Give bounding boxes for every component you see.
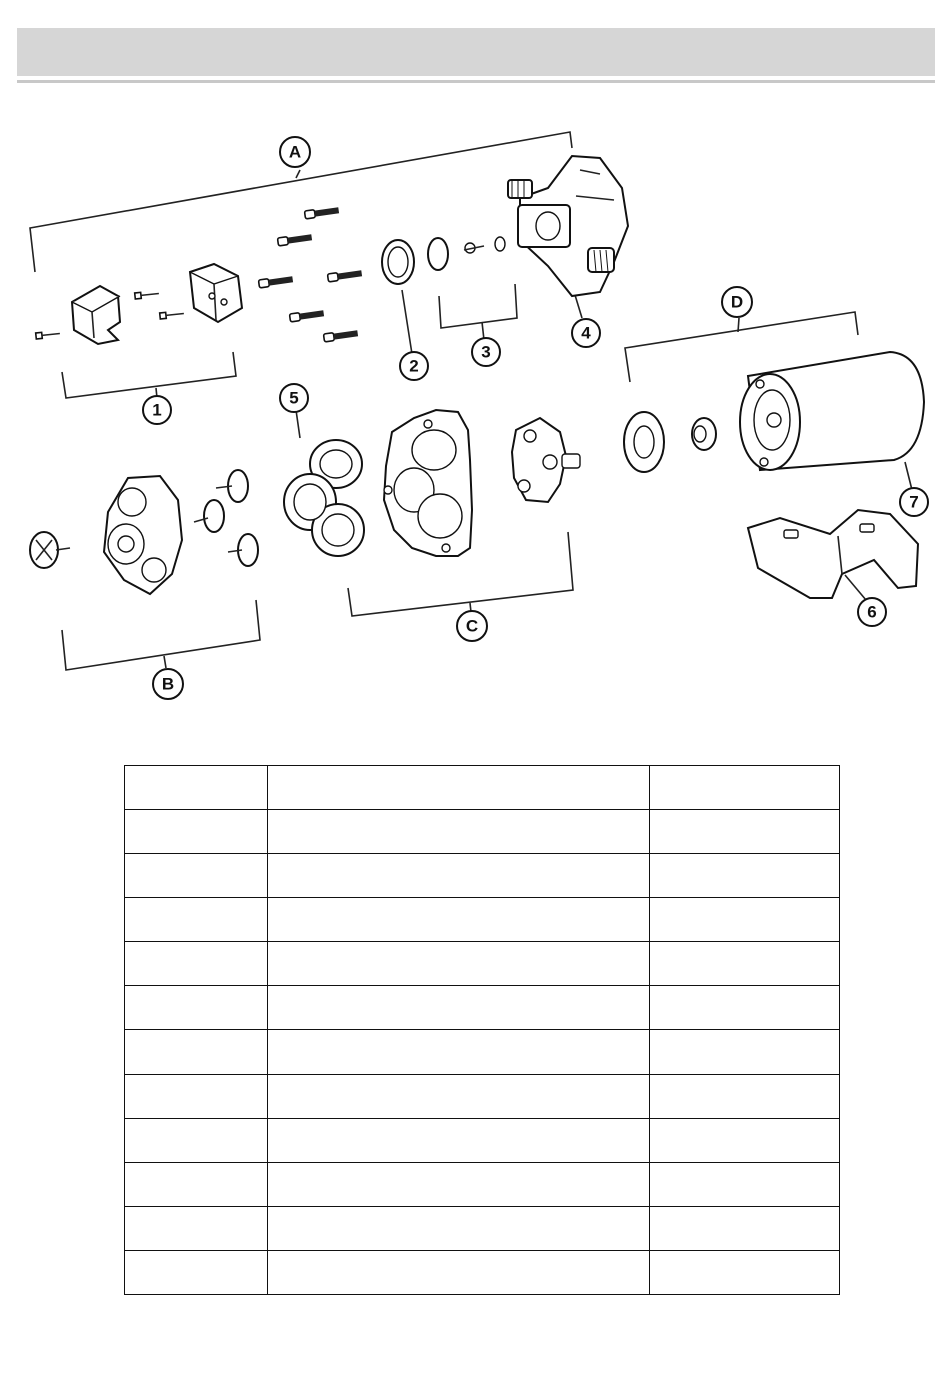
table-cell: [268, 1118, 650, 1162]
part-b-valve-assembly: [30, 470, 258, 594]
table-cell: [125, 1118, 268, 1162]
leader-2: [402, 290, 412, 354]
table-cell: [125, 1074, 268, 1118]
part-c-housing: [384, 410, 472, 556]
table-row: [125, 854, 840, 898]
table-cell: [650, 854, 840, 898]
leader-4: [575, 295, 582, 318]
svg-text:4: 4: [581, 323, 591, 343]
table-cell: [268, 854, 650, 898]
table-cell: [268, 1206, 650, 1250]
part-7-motor: [740, 352, 924, 470]
part-3-valve-set: [428, 237, 505, 270]
part-c-cam: [512, 418, 580, 502]
callout-a: [280, 137, 310, 167]
part-2-ring: [382, 240, 414, 284]
table-row: [125, 810, 840, 854]
table-cell: [650, 810, 840, 854]
table-cell: [268, 942, 650, 986]
table-cell: [268, 1162, 650, 1206]
callout-6: [858, 598, 886, 626]
svg-text:A: A: [288, 142, 302, 162]
table-row: [125, 1030, 840, 1074]
bracket-b: [62, 600, 260, 670]
table-row: [125, 1118, 840, 1162]
table-cell: [268, 1030, 650, 1074]
svg-text:2: 2: [409, 356, 419, 376]
table-cell: [125, 898, 268, 942]
svg-text:5: 5: [289, 388, 299, 408]
svg-text:7: 7: [909, 492, 919, 512]
part-d-bearing: [624, 412, 716, 472]
table-cell: [125, 810, 268, 854]
table-cell: [650, 1030, 840, 1074]
part-5-diaphragm: [284, 440, 364, 556]
table-cell: [125, 854, 268, 898]
svg-text:C: C: [465, 616, 479, 636]
table-cell: [650, 1250, 840, 1294]
table-row: [125, 942, 840, 986]
callout-7: [900, 488, 928, 516]
table-row: [125, 986, 840, 1030]
table-cell: [650, 766, 840, 810]
table-cell: [650, 942, 840, 986]
part-4-pump-head: [508, 156, 628, 296]
svg-text:1: 1: [152, 400, 162, 420]
table-cell: [650, 1162, 840, 1206]
table-cell: [125, 1206, 268, 1250]
table-cell: [650, 1206, 840, 1250]
long-screws: [258, 206, 362, 342]
leader-7: [905, 462, 912, 490]
svg-text:3: 3: [481, 342, 491, 362]
table-cell: [125, 766, 268, 810]
table-cell: [125, 942, 268, 986]
callout-d: [722, 287, 752, 317]
svg-text:6: 6: [867, 602, 877, 622]
table-cell: [125, 1030, 268, 1074]
table-cell: [268, 1250, 650, 1294]
table-cell: [125, 986, 268, 1030]
table-cell: [268, 766, 650, 810]
part-6-mounting-bracket: [748, 510, 918, 598]
table-cell: [125, 1250, 268, 1294]
table-cell: [650, 1074, 840, 1118]
table-cell: [268, 1074, 650, 1118]
callout-4: [572, 319, 600, 347]
table-row: [125, 1074, 840, 1118]
table-row: [125, 766, 840, 810]
leader-6: [845, 575, 866, 600]
table-cell: [650, 1118, 840, 1162]
bracket-1: [62, 352, 236, 398]
table-cell: [268, 810, 650, 854]
table-row: [125, 898, 840, 942]
callout-5: [280, 384, 308, 412]
table-cell: [650, 898, 840, 942]
table-cell: [268, 898, 650, 942]
table-row: [125, 1206, 840, 1250]
callout-1: [143, 396, 171, 424]
parts-table: [124, 765, 840, 1295]
table-cell: [125, 1162, 268, 1206]
bracket-3: [439, 284, 517, 340]
table-cell: [268, 986, 650, 1030]
table-row: [125, 1162, 840, 1206]
leader-5: [296, 410, 300, 438]
part-1-blocks: [72, 264, 242, 344]
svg-text:B: B: [161, 674, 175, 694]
table-row: [125, 1250, 840, 1294]
callout-2: [400, 352, 428, 380]
callout-3: [472, 338, 500, 366]
callout-c: [457, 611, 487, 641]
callout-b: [153, 669, 183, 699]
table-cell: [650, 986, 840, 1030]
svg-text:D: D: [730, 292, 744, 312]
